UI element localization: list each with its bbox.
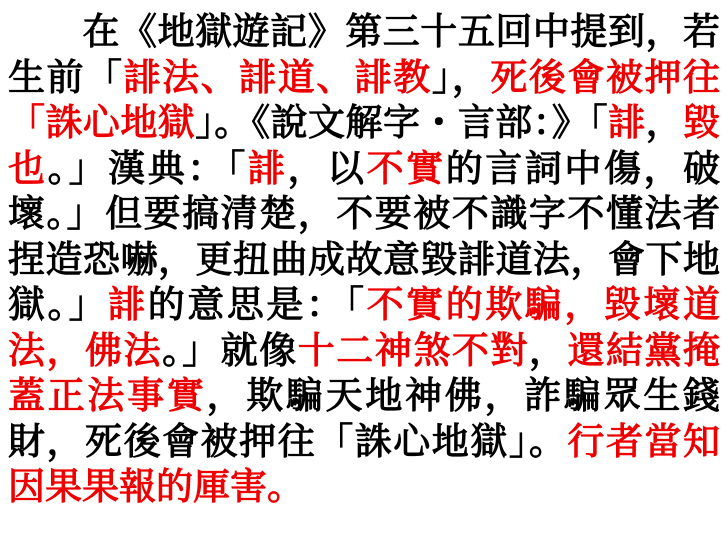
text-segment-17: 十二神煞不對 <box>297 330 529 372</box>
text-segment-1: 誹法、誹道、誹教 <box>123 57 432 99</box>
text-segment-3: 死後會被押往「誅心地獄 <box>8 57 721 144</box>
text-segment-12: 的言詞中傷，破壞。」但要搞清楚，不要被不識字不懂法者捏造恐嚇，更扭曲成故意毀誹道法，會下地獄。」 <box>8 148 721 326</box>
text-segment-18: ， <box>528 330 568 372</box>
text-segment-11: 不實 <box>366 148 446 190</box>
text-segment-2: 」， <box>431 57 491 99</box>
text-segment-4: 」。《說文解字・言部：》「 <box>195 103 609 144</box>
text-segment-7: 毀也 <box>8 103 721 190</box>
text-segment-13: 誹 <box>108 285 148 326</box>
text-segment-9: 誹 <box>247 148 288 190</box>
document-text-body <box>8 10 720 511</box>
text-segment-6: ， <box>645 103 684 144</box>
text-segment-10: ，以 <box>287 148 367 190</box>
text-segment-19: 還結黨掩蓋正法事實 <box>8 330 721 417</box>
text-segment-15: 不實的欺騙，毀壞道法，佛法 <box>8 285 721 372</box>
text-segment-21: 行者當知因果果報的厙害。 <box>8 421 721 508</box>
text-segment-16: 。」就像 <box>162 330 298 372</box>
text-segment-20: ，欺騙天地神佛，詐騙眾生錢財，死後會被押往「誅心地獄」。 <box>8 376 721 463</box>
text-segment-8: 。」漢典：「 <box>47 148 248 190</box>
text-segment-5: 誹 <box>608 103 646 144</box>
text-segment-0: 在《地獄遊記》第三十五回中提到，若生前「 <box>8 12 720 99</box>
text-segment-14: 的意思是：「 <box>147 285 367 326</box>
